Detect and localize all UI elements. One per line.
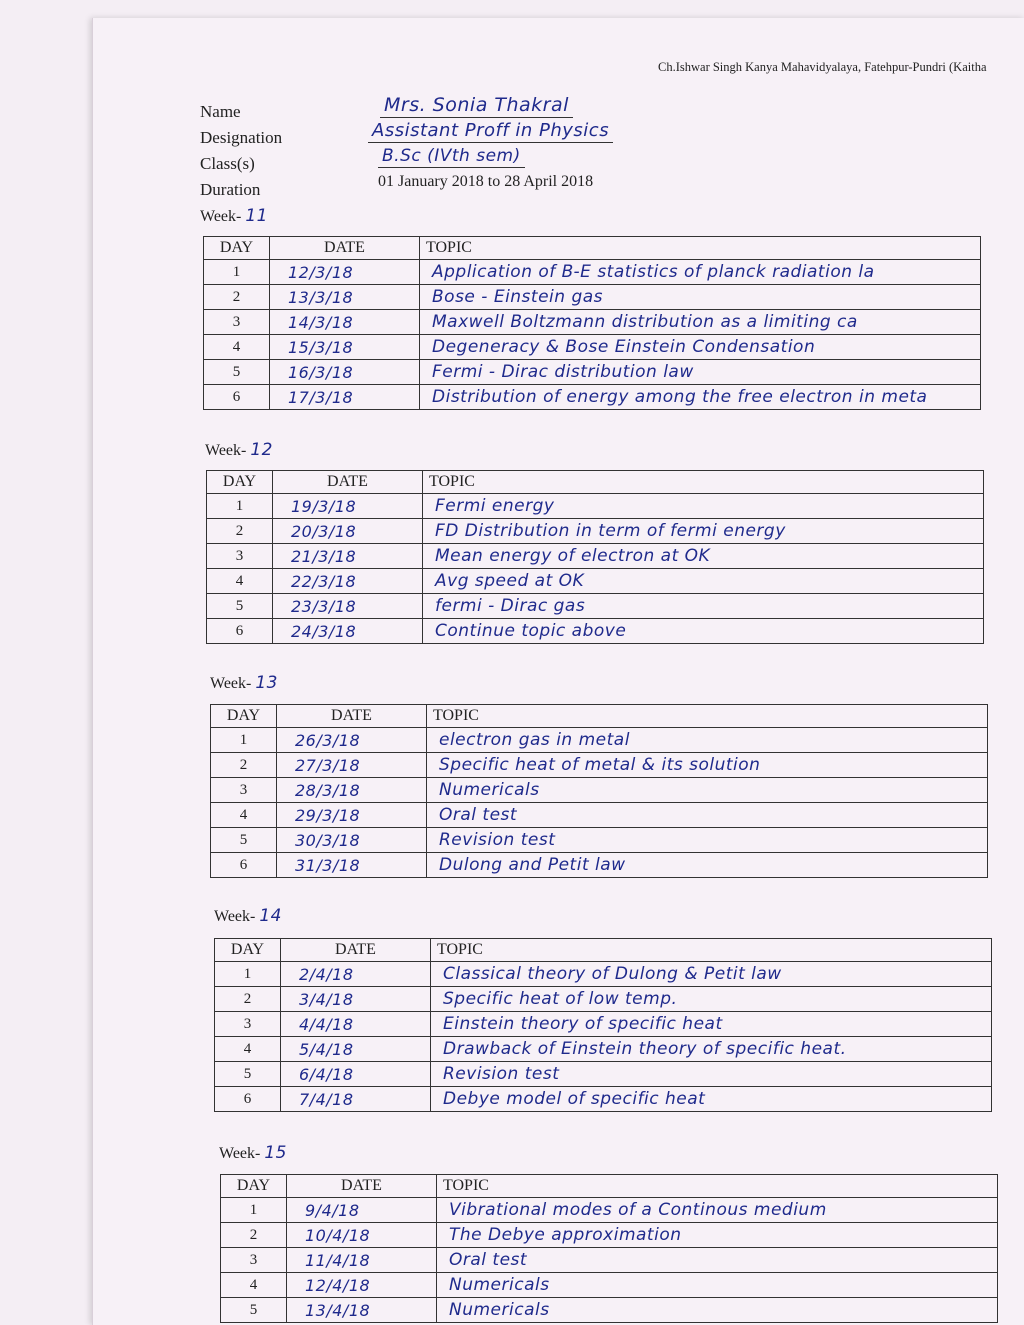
- day-cell: 2: [204, 285, 270, 310]
- date-header: DATE: [287, 1175, 437, 1198]
- date-cell: 9/4/18: [287, 1198, 437, 1223]
- table-row: [207, 569, 984, 594]
- day-cell: 1: [215, 962, 281, 987]
- week-12-table: [206, 470, 984, 644]
- topic-cell: Maxwell Boltzmann distribution as a limiting ca: [420, 310, 981, 335]
- week-prefix: Week-: [200, 208, 242, 225]
- table-header-row: [221, 1175, 998, 1198]
- table-row: [207, 519, 984, 544]
- week-prefix: Week-: [219, 1145, 261, 1162]
- day-cell: 2: [211, 753, 277, 778]
- day-cell: 4: [211, 803, 277, 828]
- table-row: [204, 360, 981, 385]
- week-prefix: Week-: [214, 908, 256, 925]
- day-cell: 5: [215, 1062, 281, 1087]
- date-cell: 20/3/18: [273, 519, 423, 544]
- date-cell: 5/4/18: [281, 1037, 431, 1062]
- topic-header: TOPIC: [437, 1175, 998, 1198]
- date-header: DATE: [273, 471, 423, 494]
- date-header: DATE: [281, 939, 431, 962]
- week-14-label: [214, 906, 282, 926]
- table-row: [207, 619, 984, 644]
- topic-cell: Fermi - Dirac distribution law: [420, 360, 981, 385]
- date-cell: 30/3/18: [277, 828, 427, 853]
- date-cell: 15/3/18: [270, 335, 420, 360]
- topic-cell: Numericals: [427, 778, 988, 803]
- date-cell: 22/3/18: [273, 569, 423, 594]
- duration-label: Duration: [200, 180, 261, 199]
- date-cell: 13/4/18: [287, 1298, 437, 1323]
- day-cell: 3: [215, 1012, 281, 1037]
- topic-header: TOPIC: [431, 939, 992, 962]
- date-cell: 24/3/18: [273, 619, 423, 644]
- table-row: [211, 753, 988, 778]
- day-cell: 3: [204, 310, 270, 335]
- table-row: [221, 1273, 998, 1298]
- week-number: 13: [255, 673, 278, 693]
- topic-cell: Dulong and Petit law: [427, 853, 988, 878]
- day-header: DAY: [211, 705, 277, 728]
- topic-cell: The Debye approximation: [437, 1223, 998, 1248]
- date-cell: 17/3/18: [270, 385, 420, 410]
- day-cell: 6: [215, 1087, 281, 1112]
- date-cell: 26/3/18: [277, 728, 427, 753]
- topic-cell: Revision test: [427, 828, 988, 853]
- day-cell: 4: [207, 569, 273, 594]
- day-cell: 4: [215, 1037, 281, 1062]
- day-cell: 5: [204, 360, 270, 385]
- topic-cell: Distribution of energy among the free electron in meta: [420, 385, 981, 410]
- day-header: DAY: [221, 1175, 287, 1198]
- date-header: DATE: [270, 237, 420, 260]
- week-number: 11: [245, 206, 268, 226]
- table-row: [215, 1062, 992, 1087]
- designation-value: Assistant Proff in Physics: [368, 120, 613, 143]
- day-cell: 3: [207, 544, 273, 569]
- table-header-row: [207, 471, 984, 494]
- week-13-table: [210, 704, 988, 878]
- table-row: [215, 1012, 992, 1037]
- week-15-table: [220, 1174, 998, 1323]
- date-cell: 27/3/18: [277, 753, 427, 778]
- topic-cell: Drawback of Einstein theory of specific heat.: [431, 1037, 992, 1062]
- topic-header: TOPIC: [423, 471, 984, 494]
- date-cell: 13/3/18: [270, 285, 420, 310]
- day-cell: 6: [204, 385, 270, 410]
- topic-cell: Oral test: [437, 1248, 998, 1273]
- topic-cell: Classical theory of Dulong & Petit law: [431, 962, 992, 987]
- date-cell: 19/3/18: [273, 494, 423, 519]
- topic-cell: electron gas in metal: [427, 728, 988, 753]
- week-11-label: [200, 206, 268, 226]
- week-number: 15: [264, 1143, 287, 1163]
- topic-cell: FD Distribution in term of fermi energy: [423, 519, 984, 544]
- date-cell: 31/3/18: [277, 853, 427, 878]
- table-row: [211, 778, 988, 803]
- topic-header: TOPIC: [427, 705, 988, 728]
- topic-cell: Avg speed at OK: [423, 569, 984, 594]
- day-cell: 2: [221, 1223, 287, 1248]
- name-value: Mrs. Sonia Thakral: [380, 94, 573, 118]
- topic-cell: Application of B-E statistics of planck radiation la: [420, 260, 981, 285]
- classes-label: Class(s): [200, 154, 255, 173]
- table-row: [221, 1198, 998, 1223]
- date-cell: 12/3/18: [270, 260, 420, 285]
- topic-cell: fermi - Dirac gas: [423, 594, 984, 619]
- day-header: DAY: [207, 471, 273, 494]
- day-cell: 2: [207, 519, 273, 544]
- week-14-table: [214, 938, 992, 1112]
- table-row: [211, 853, 988, 878]
- day-header: DAY: [215, 939, 281, 962]
- date-cell: 11/4/18: [287, 1248, 437, 1273]
- day-cell: 6: [207, 619, 273, 644]
- day-cell: 3: [211, 778, 277, 803]
- week-15-label: [219, 1143, 287, 1163]
- table-row: [207, 544, 984, 569]
- day-cell: 2: [215, 987, 281, 1012]
- topic-cell: Numericals: [437, 1273, 998, 1298]
- day-cell: 5: [207, 594, 273, 619]
- table-row: [204, 310, 981, 335]
- topic-cell: Debye model of specific heat: [431, 1087, 992, 1112]
- day-cell: 4: [204, 335, 270, 360]
- date-cell: 2/4/18: [281, 962, 431, 987]
- week-11-table: [203, 236, 981, 410]
- date-cell: 3/4/18: [281, 987, 431, 1012]
- topic-cell: Bose - Einstein gas: [420, 285, 981, 310]
- table-row: [215, 987, 992, 1012]
- day-cell: 3: [221, 1248, 287, 1273]
- date-cell: 7/4/18: [281, 1087, 431, 1112]
- week-prefix: Week-: [210, 675, 252, 692]
- week-number: 12: [250, 440, 273, 460]
- week-prefix: Week-: [205, 442, 247, 459]
- day-cell: 1: [211, 728, 277, 753]
- week-13-label: [210, 673, 278, 693]
- table-row: [221, 1223, 998, 1248]
- date-cell: 21/3/18: [273, 544, 423, 569]
- college-name: Ch.Ishwar Singh Kanya Mahavidyalaya, Fatehpur-Pundri (Kaitha: [658, 60, 987, 74]
- topic-cell: Specific heat of metal & its solution: [427, 753, 988, 778]
- day-cell: 1: [204, 260, 270, 285]
- table-row: [211, 828, 988, 853]
- week-12-label: [205, 440, 273, 460]
- topic-cell: Specific heat of low temp.: [431, 987, 992, 1012]
- date-cell: 28/3/18: [277, 778, 427, 803]
- day-cell: 5: [221, 1298, 287, 1323]
- table-row: [204, 335, 981, 360]
- table-row: [207, 494, 984, 519]
- day-cell: 4: [221, 1273, 287, 1298]
- table-row: [215, 1037, 992, 1062]
- date-cell: 10/4/18: [287, 1223, 437, 1248]
- table-row: [215, 962, 992, 987]
- topic-cell: Oral test: [427, 803, 988, 828]
- topic-cell: Degeneracy & Bose Einstein Condensation: [420, 335, 981, 360]
- date-cell: 12/4/18: [287, 1273, 437, 1298]
- table-row: [211, 803, 988, 828]
- class-value: B.Sc (IVth sem): [378, 146, 525, 168]
- date-cell: 16/3/18: [270, 360, 420, 385]
- table-row: [207, 594, 984, 619]
- table-header-row: [215, 939, 992, 962]
- date-cell: 14/3/18: [270, 310, 420, 335]
- day-cell: 6: [211, 853, 277, 878]
- table-row: [221, 1298, 998, 1323]
- table-row: [204, 260, 981, 285]
- date-cell: 29/3/18: [277, 803, 427, 828]
- table-row: [211, 728, 988, 753]
- date-cell: 6/4/18: [281, 1062, 431, 1087]
- date-cell: 4/4/18: [281, 1012, 431, 1037]
- table-row: [204, 285, 981, 310]
- topic-cell: Revision test: [431, 1062, 992, 1087]
- day-cell: 5: [211, 828, 277, 853]
- topic-cell: Continue topic above: [423, 619, 984, 644]
- date-header: DATE: [277, 705, 427, 728]
- topic-cell: Einstein theory of specific heat: [431, 1012, 992, 1037]
- day-cell: 1: [221, 1198, 287, 1223]
- topic-cell: Vibrational modes of a Continous medium: [437, 1198, 998, 1223]
- name-label: Name: [200, 102, 241, 121]
- table-header-row: [211, 705, 988, 728]
- table-header-row: [204, 237, 981, 260]
- date-cell: 23/3/18: [273, 594, 423, 619]
- table-row: [221, 1248, 998, 1273]
- topic-cell: Numericals: [437, 1298, 998, 1323]
- topic-cell: Fermi energy: [423, 494, 984, 519]
- day-cell: 1: [207, 494, 273, 519]
- day-header: DAY: [204, 237, 270, 260]
- duration-value: 01 January 2018 to 28 April 2018: [378, 173, 594, 190]
- topic-cell: Mean energy of electron at OK: [423, 544, 984, 569]
- table-row: [215, 1087, 992, 1112]
- topic-header: TOPIC: [420, 237, 981, 260]
- designation-label: Designation: [200, 128, 283, 147]
- table-row: [204, 385, 981, 410]
- week-number: 14: [259, 906, 282, 926]
